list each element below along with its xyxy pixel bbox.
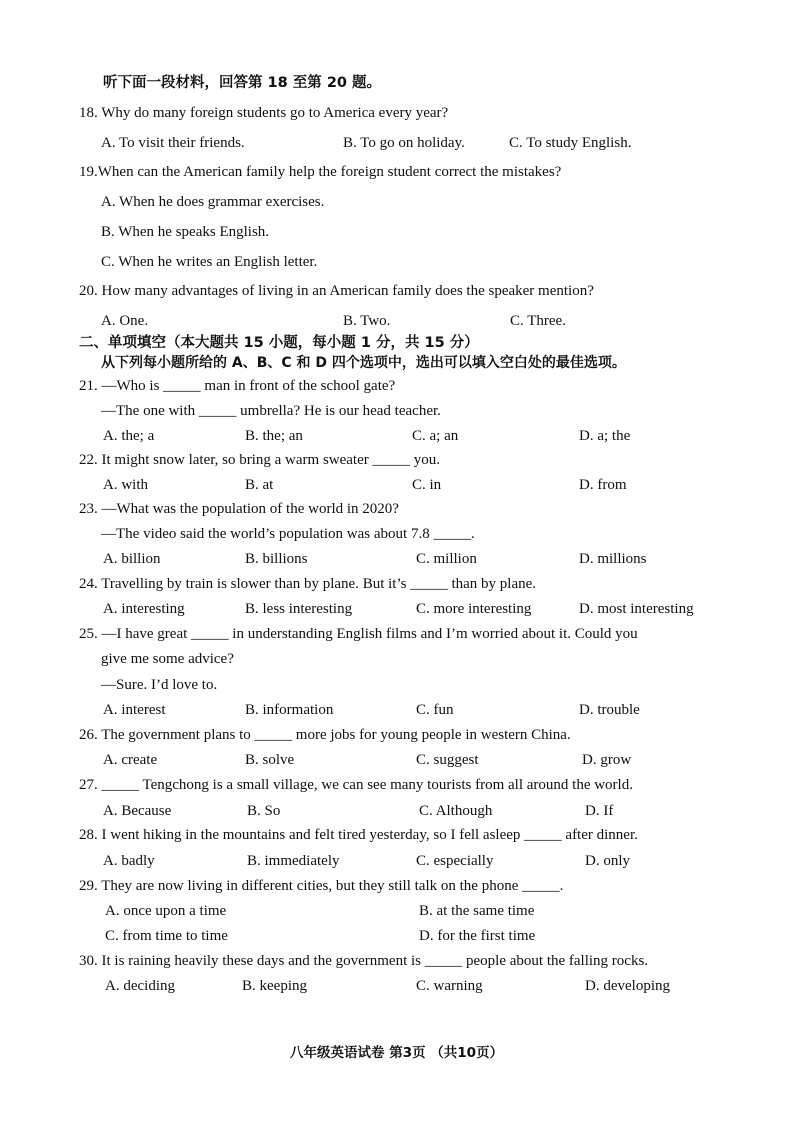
question-20-stem: 20. How many advantages of living in an American family does the speaker mention? [79,283,594,299]
question-20-option-b: B. Two. [343,313,391,329]
section-2-heading: 二、单项填空（本大题共 15 小题，每小题 1 分，共 15 分） [79,335,479,351]
question-29-option-b: B. at the same time [419,903,535,919]
question-25-option-d: D. trouble [579,702,640,718]
question-19-option-b: B. When he speaks English. [101,224,270,240]
question-23-stem-line2: —The video said the world’s population was about 7.8 _____. [101,526,475,542]
question-25-stem: 25. —I have great _____ in understanding English films and I’m worried about it. Could you [79,626,638,642]
question-23-option-a: A. billion [103,551,161,567]
question-18-option-c: C. To study English. [509,135,632,151]
question-27-stem: 27. _____ Tengchong is a small village, we can see many tourists from all around the world. [79,777,633,793]
question-22-stem: 22. It might snow later, so bring a warm sweater _____ you. [79,452,440,468]
question-26-option-a: A. create [103,752,158,768]
question-26-option-b: B. solve [245,752,295,768]
question-22-option-a: A. with [103,477,148,493]
question-29-option-a: A. once upon a time [105,903,227,919]
question-23-option-d: D. millions [579,551,647,567]
question-21-stem: 21. —Who is _____ man in front of the school gate? [79,378,396,394]
question-25-option-c: C. fun [416,702,454,718]
question-29-option-c: C. from time to time [105,928,228,944]
question-30-option-d: D. developing [585,978,670,994]
question-23-option-b: B. billions [245,551,308,567]
question-28-option-c: C. especially [416,853,494,869]
question-30-option-b: B. keeping [242,978,307,994]
question-21-option-c: C. a; an [412,428,459,444]
question-30-option-c: C. warning [416,978,483,994]
question-27-option-a: A. Because [103,803,172,819]
question-21-option-d: D. a; the [579,428,631,444]
question-29-option-d: D. for the first time [419,928,536,944]
question-28-option-b: B. immediately [247,853,340,869]
question-30-stem: 30. It is raining heavily these days and the government is _____ people about the falling rocks. [79,953,649,969]
question-25-stem-line3: —Sure. I’d love to. [101,677,218,693]
section-2-instruction: 从下列每小题所给的 A、B、C 和 D 四个选项中，选出可以填入空白处的最佳选项。 [101,355,626,371]
question-25-option-b: B. information [245,702,334,718]
question-28-option-d: D. only [585,853,630,869]
question-20-option-c: C. Three. [510,313,566,329]
question-24-option-c: C. more interesting [416,601,532,617]
question-25-option-a: A. interest [103,702,166,718]
question-19-option-c: C. When he writes an English letter. [101,254,318,270]
question-27-option-b: B. So [247,803,281,819]
page-footer: 八年级英语试卷 第3页 （共10页） [290,1045,504,1061]
question-30-option-a: A. deciding [105,978,175,994]
question-18-option-b: B. To go on holiday. [343,135,465,151]
question-26-option-c: C. suggest [416,752,479,768]
question-26-stem: 26. The government plans to _____ more jobs for young people in western China. [79,727,571,743]
question-26-option-d: D. grow [582,752,632,768]
question-18-option-a: A. To visit their friends. [101,135,245,151]
question-22-option-c: C. in [412,477,442,493]
question-20-option-a: A. One. [101,313,149,329]
question-22-option-d: D. from [579,477,627,493]
question-21-option-b: B. the; an [245,428,303,444]
question-28-option-a: A. badly [103,853,155,869]
question-19-option-a: A. When he does grammar exercises. [101,194,325,210]
question-25-stem-line2: give me some advice? [101,651,234,667]
question-24-option-a: A. interesting [103,601,185,617]
question-21-option-a: A. the; a [103,428,155,444]
question-22-option-b: B. at [245,477,274,493]
question-23-stem: 23. —What was the population of the world in 2020? [79,501,399,517]
question-27-option-c: C. Although [419,803,493,819]
question-18-stem: 18. Why do many foreign students go to America every year? [79,105,449,121]
question-29-stem: 29. They are now living in different cities, but they still talk on the phone _____. [79,878,564,894]
question-24-option-d: D. most interesting [579,601,694,617]
question-24-stem: 24. Travelling by train is slower than by plane. But it’s _____ than by plane. [79,576,537,592]
question-24-option-b: B. less interesting [245,601,353,617]
question-27-option-d: D. If [585,803,614,819]
question-21-stem-line2: —The one with _____ umbrella? He is our head teacher. [101,403,441,419]
question-19-stem: 19.When can the American family help the foreign student correct the mistakes? [79,164,562,180]
question-23-option-c: C. million [416,551,477,567]
listening-instruction: 听下面一段材料，回答第 18 至第 20 题。 [103,75,382,91]
question-28-stem: 28. I went hiking in the mountains and felt tired yesterday, so I fell asleep _____ after dinner. [79,827,638,843]
